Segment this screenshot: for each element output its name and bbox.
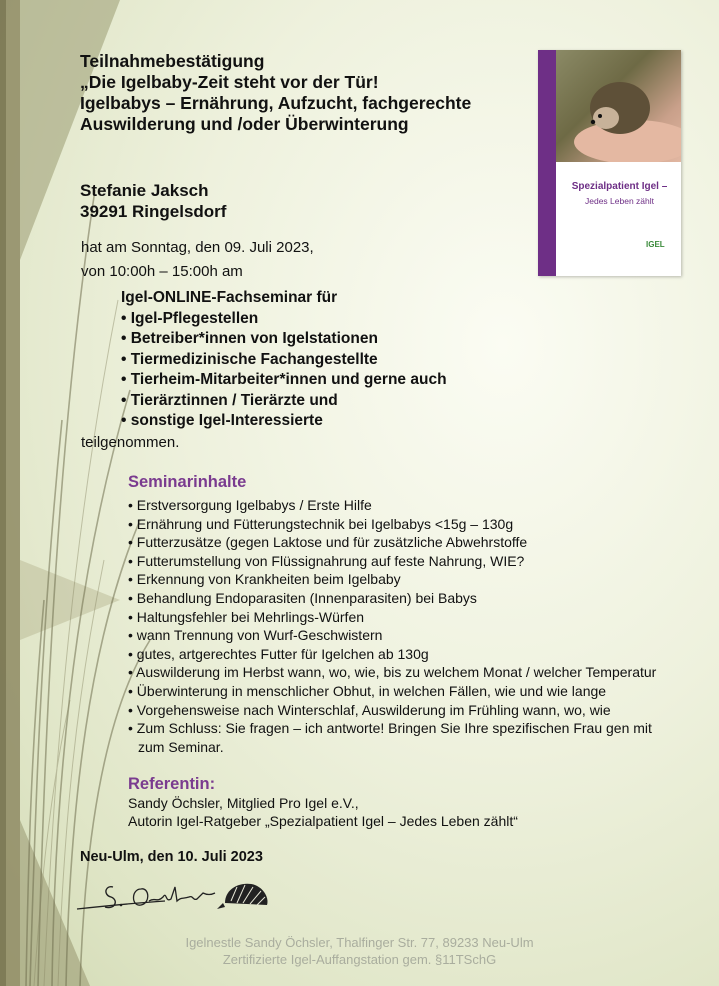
audience-list (121, 309, 447, 432)
footer (0, 934, 719, 968)
content-heading: Seminarinhalte (128, 473, 247, 491)
audience-item: • Tiermedizinische Fachangestellte (121, 350, 447, 371)
participant-address: 39291 Ringelsdorf (80, 202, 227, 221)
book-logo: IGEL (646, 240, 665, 249)
place-and-date: Neu-Ulm, den 10. Juli 2023 (80, 849, 263, 865)
footer-certification: Zertifizierte Igel-Auffangstation gem. §11TSchG (222, 952, 497, 967)
referent-line-2: Autorin Igel-Ratgeber „Spezialpatient Igel – Jedes Leben zählt“ (128, 813, 518, 830)
referent-line-1: Sandy Öchsler, Mitglied Pro Igel e.V., (128, 794, 359, 811)
content-item: • Auswilderung im Herbst wann, wo, wie, bis zu welchem Monat / welcher Temperatur (128, 663, 663, 682)
audience-item: • Igel-Pflegestellen (121, 309, 447, 330)
audience-item: • Tierheim-Mitarbeiter*innen und gerne auch (121, 370, 447, 391)
title-line-3: Igelbabys – Ernährung, Aufzucht, fachgerechte (80, 93, 472, 113)
content-item: • gutes, artgerechtes Futter für Igelchen ab 130g (128, 645, 678, 664)
seminar-title: Igel-ONLINE-Fachseminar für (121, 289, 338, 306)
content-item: • Ernährung und Fütterungstechnik bei Igelbabys <15g – 130g (128, 515, 678, 534)
certificate-title (80, 51, 471, 135)
event-date: hat am Sonntag, den 09. Juli 2023, (81, 239, 314, 256)
participant (80, 180, 226, 222)
content-list (128, 496, 678, 756)
participation-closing: teilgenommen. (81, 434, 180, 451)
footer-address: Igelnestle Sandy Öchsler, Thalfinger Str. 77, 89233 Neu-Ulm (185, 935, 534, 950)
content-item: • Erkennung von Krankheiten beim Igelbaby (128, 570, 678, 589)
participant-name: Stefanie Jaksch (80, 181, 209, 200)
content-block (128, 496, 678, 756)
title-line-1: Teilnahmebestätigung (80, 51, 265, 71)
book-title: Spezialpatient Igel – (571, 181, 668, 192)
content-item: • Überwinterung in menschlicher Obhut, in welchen Fällen, wie und wie lange (128, 682, 678, 701)
content-item: • Zum Schluss: Sie fragen – ich antworte! Bringen Sie Ihre spezifischen Frau gen mit zum Seminar. (128, 719, 673, 756)
event-time: von 10:00h – 15:00h am (81, 263, 243, 280)
title-line-2: „Die Igelbaby-Zeit steht vor der Tür! (80, 72, 379, 92)
book-subtitle: Jedes Leben zählt (585, 196, 654, 206)
content-item: • wann Trennung von Wurf-Geschwistern (128, 626, 678, 645)
audience-item: • Tierärztinnen / Tierärzte und (121, 391, 447, 412)
audience-item: • Betreiber*innen von Igelstationen (121, 329, 447, 350)
content-item: • Futterumstellung von Flüssignahrung auf feste Nahrung, WIE? (128, 552, 678, 571)
audience-item: • sonstige Igel-Interessierte (121, 411, 447, 432)
referent-block (128, 775, 518, 831)
book-cover-image (538, 50, 681, 276)
signature-image (75, 873, 275, 918)
content-item: • Erstversorgung Igelbabys / Erste Hilfe (128, 496, 678, 515)
referent-heading: Referentin: (128, 775, 216, 793)
title-line-4: Auswilderung und /oder Überwinterung (80, 114, 409, 134)
content-item: • Futterzusätze (gegen Laktose und für zusätzliche Abwehrstoffe (128, 533, 678, 552)
content-item: • Vorgehensweise nach Winterschlaf, Auswilderung im Frühling wann, wo, wie (128, 701, 678, 720)
hedgehog-in-hand-photo (556, 50, 681, 162)
content-item: • Haltungsfehler bei Mehrlings-Würfen (128, 608, 678, 627)
book-spine-band (538, 50, 556, 276)
seminar-block (121, 288, 447, 432)
content-item: • Behandlung Endoparasiten (Innenparasiten) bei Babys (128, 589, 678, 608)
